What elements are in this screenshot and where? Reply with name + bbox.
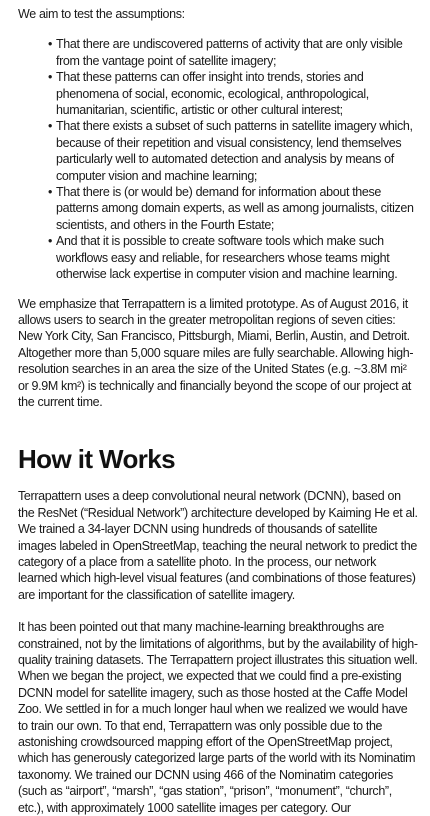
bullet-icon: •: [48, 70, 53, 85]
list-item-text: That there exists a subset of such patterns in satellite imagery which, because of their repetition and visual consistency, lend themselves particularly well to automated detection and analysis by means of computer vision and machine learning;: [56, 119, 413, 183]
list-item-text: That there is (or would be) demand for information about these patterns among domain experts, as well as among journalists, citizen scientists, and others in the Fourth Estate;: [56, 185, 414, 232]
intro-text: We aim to test the assumptions:: [18, 7, 185, 21]
list-item: [48, 233, 418, 282]
list-item: [48, 69, 418, 118]
bullet-icon: •: [48, 37, 53, 52]
list-item-text: And that it is possible to create software tools which make such workflows easy and reliable, for researchers whose teams might otherwise lack expertise in computer vision and machine learning.: [56, 234, 398, 282]
assumptions-list: [18, 36, 418, 282]
article-body: [18, 0, 418, 816]
list-item: [48, 184, 418, 233]
list-item-text: That there are undiscovered patterns of activity that are only visible from the vantage point of satellite imagery;: [56, 37, 403, 68]
datasets-paragraph: It has been pointed out that many machine-learning breakthroughs are constrained, not by the limitations of algorithms, but by the availability of high-quality training datasets. The Terrapattern project illustrates this situation well. When we began the project, we expected that we could find a pre-existing DCNN model for satellite imagery, such as those hosted at the Caffe Model Zoo. We settled in for a much longer haul when we realized we would have to train our own. To that end, Terrapattern was only possible due to the astonishing crowdsourced mapping effort of the OpenStreetMap project, which has generously categorized large parts of the world with its Nominatim taxonomy. We trained our DCNN using 466 of the Nominatim categories (such as “airport”, “marsh”, “gas station”, “prison”, “monument”, “church”, etc.), with approximately 1000 satellite images per category. Our: [18, 620, 418, 815]
list-item: [48, 118, 418, 184]
bullet-icon: •: [48, 119, 53, 134]
bullet-icon: •: [48, 234, 53, 249]
list-item: [48, 36, 418, 69]
list-item-text: That these patterns can offer insight into trends, stories and phenomena of social, economic, ecological, anthropological, humanitarian, scientific, artistic or other cultural interest;: [56, 70, 369, 118]
dcnn-paragraph: Terrapattern uses a deep convolutional neural network (DCNN), based on the ResNet (“Residual Network”) architecture developed by Kaiming He et al. We trained a 34-layer DCNN using hundreds of thousands of satellite images labeled in OpenStreetMap, teaching the neural network to predict the category of a place from a satellite photo. In the process, our network learned which high-level visual features (and combinations of those features) are important for the classification of satellite imagery.: [18, 489, 418, 602]
bullet-icon: •: [48, 185, 53, 200]
prototype-paragraph: We emphasize that Terrapattern is a limited prototype. As of August 2016, it allows users to search in the greater metropolitan regions of seven cities: New York City, San Francisco, Pittsburgh, Miami, Berlin, Austin, and Detroit. Altogether more than 5,000 square miles are fully searchable. Allowing high-resolution searches in an area the size of the United States (e.g. ~3.8M mi² or 9.9M km²) is technically and financially beyond the scope of our project at the current time.: [18, 296, 414, 409]
section-heading: How it Works: [18, 444, 176, 475]
